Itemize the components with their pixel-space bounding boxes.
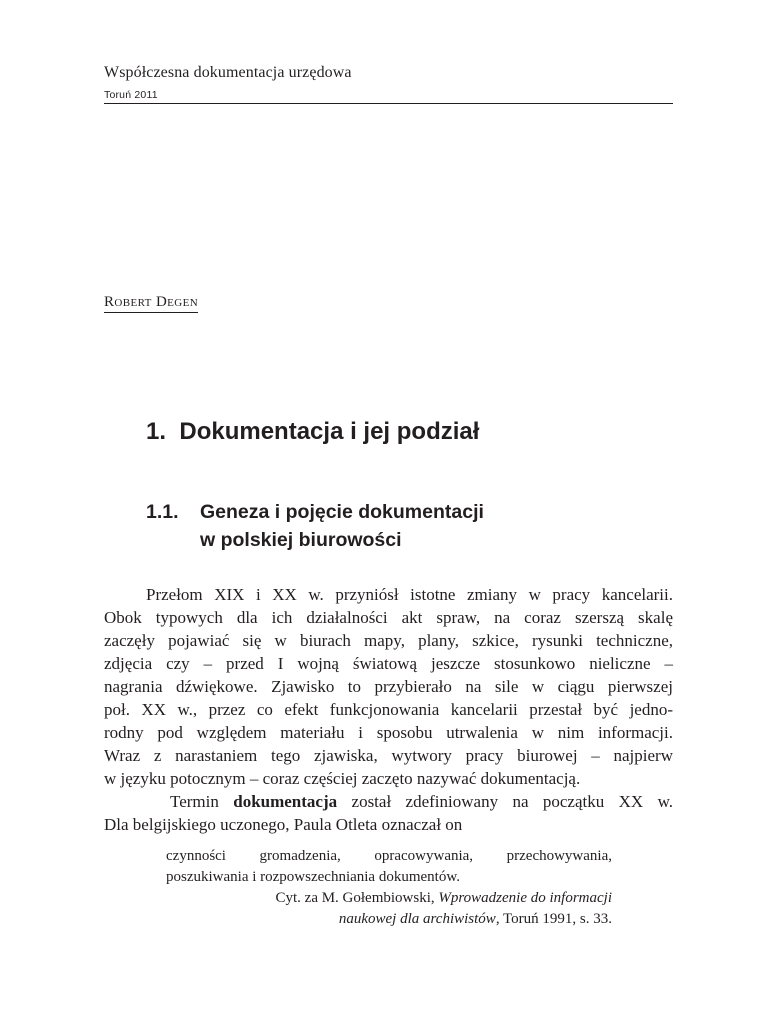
section-number: 1.1. xyxy=(146,501,179,523)
paragraph-line: Przełom XIX i XX w. przyniósł istotne zmiany w pracy kancelarii. xyxy=(146,585,673,604)
citation-line-1 xyxy=(166,888,612,909)
paragraph-line: zdjęcia czy – przed I wojną światową jeszcze stosunkowo nieliczne – xyxy=(104,654,673,673)
chapter-number: 1. xyxy=(146,418,167,445)
running-header-title: Współczesna dokumentacja urzędowa xyxy=(104,64,352,81)
citation-title-part2: naukowej dla archiwistów xyxy=(338,911,496,927)
citation-title-part1: Wprowadzenie do informacji xyxy=(438,890,612,906)
author-name: Robert Degen xyxy=(104,294,198,313)
body-paragraph-2 xyxy=(104,790,673,836)
quote-line-2: poszukiwania i rozpowszechniania dokumentów. xyxy=(166,869,460,885)
quote-line-1: czynności gromadzenia, opracowywania, przechowywania, xyxy=(166,848,612,864)
section-heading xyxy=(146,498,484,554)
chapter-heading xyxy=(146,418,479,446)
term-intro: Termin xyxy=(170,792,234,811)
paragraph-line: Obok typowych dla ich działalności akt spraw, na coraz szerszą skalę xyxy=(104,608,673,627)
paragraph-line: zaczęły pojawiać się w biurach mapy, plany, szkice, rysunki techniczne, xyxy=(104,631,673,650)
paragraph-line: poł. XX w., przez co efekt funkcjonowania kancelarii przestał być jedno- xyxy=(104,700,673,719)
chapter-title: Dokumentacja i jej podział xyxy=(179,418,480,445)
paragraph-line: Dla belgijskiego uczonego, Paula Otleta oznaczał on xyxy=(104,815,463,834)
body-paragraph-1 xyxy=(104,583,673,790)
citation-line-2 xyxy=(166,909,612,930)
block-quote xyxy=(166,846,612,930)
bold-term: dokumentacja xyxy=(233,792,338,811)
running-header-subtitle: Toruń 2011 xyxy=(104,89,158,101)
paragraph-line: nagrania dźwiękowe. Zjawisko to przybierało na sile w ciągu pierwszej xyxy=(104,677,673,696)
paragraph-line: Wraz z narastaniem tego zjawiska, wytwory pracy biurowej – najpierw xyxy=(104,746,673,765)
header-divider xyxy=(104,103,673,104)
paragraph-line: rodny pod względem materiału i sposobu utrwalenia w nim informacji. xyxy=(104,723,673,742)
term-rest: został zdefiniowany na początku XX w. xyxy=(337,792,673,811)
citation-suffix: , Toruń 1991, s. 33. xyxy=(495,911,612,927)
section-title-line1: Geneza i pojęcie dokumentacji xyxy=(200,501,484,523)
citation-prefix: Cyt. za M. Gołembiowski, xyxy=(275,890,439,906)
section-title-line2: w polskiej biurowości xyxy=(200,529,402,551)
paragraph-line xyxy=(104,790,673,813)
paragraph-line: w języku potocznym – coraz częściej zaczęto nazywać dokumentacją. xyxy=(104,769,581,788)
